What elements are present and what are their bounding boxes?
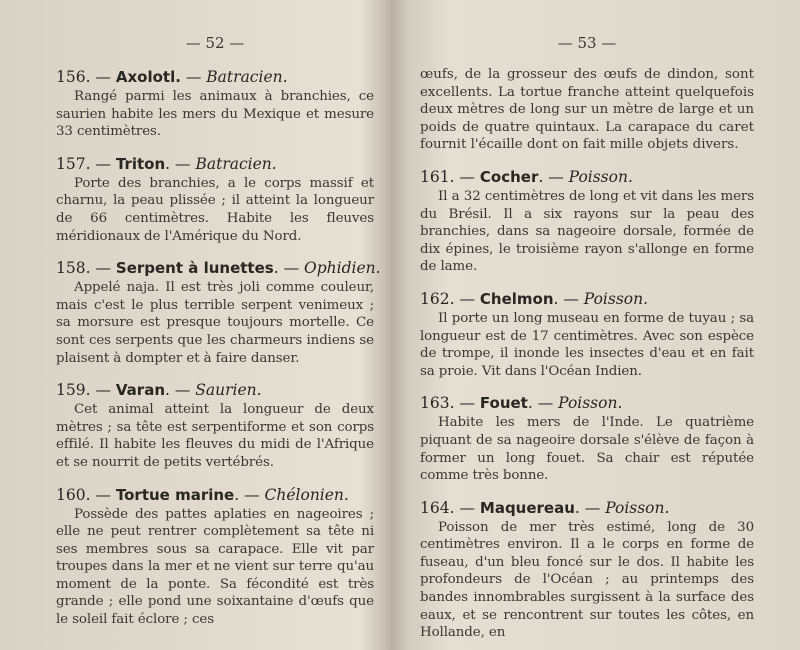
entry-heading [56,379,374,401]
entry-varan [56,379,374,471]
entry-separator: . — [527,394,559,413]
entry-text: Poisson de mer très estimé, long de 30 centimètres environ. Il a le corps en forme de fuseau, d'un bleu foncé sur le dos. Il habite les profondeurs de l'Océan ; au printemps des bandes innombrables surgissent à la surface des eaux, et se rencontrent sur toutes les côtes, en Hollande, en [420,519,754,641]
entry-heading [420,166,754,188]
entry-axolotl [56,66,374,141]
entry-name: Cocher [479,167,539,186]
entry-heading [56,66,374,88]
entry-heading [420,288,754,310]
entry-text: Il a 32 centimètres de long et vit dans les mers du Brésil. Il a six rayons sur la peau des branchies, dans sa nageoire dorsale, formée de dix épines, le troisième rayon s'allonge en forme de lame. [420,188,754,275]
entry-heading [56,153,374,175]
entry-number: 161. — [420,167,475,186]
entry-fouet [420,392,754,484]
entry-text: Habite les mers de l'Inde. Le quatrième piquant de sa nageoire dorsale s'élève de façon à former un long fouet. Sa chair est réputée comme très bonne. [420,415,754,484]
entry-name: Axolotl. [115,68,181,86]
entry-chelmon [420,288,754,380]
entry-name: Serpent à lunettes [115,259,274,278]
entry-name: Fouet [479,394,528,413]
entry-separator: . — [574,498,606,517]
entry-class: Poisson. [583,289,649,308]
entry-serpent-a-lunettes [56,257,381,367]
entry-class: Ophidien. [304,259,381,278]
entry-separator: . — [553,289,584,308]
entry-triton [56,153,374,245]
entry-separator: — [180,68,207,86]
entry-separator: . — [165,154,196,173]
entry-name: Varan [115,381,165,400]
entry-separator: . — [165,381,196,400]
entry-class: Saurien. [195,381,262,400]
entry-class: Poisson. [568,167,633,186]
entry-text: Appelé naja. Il est très joli comme couleur, mais c'est le plus terrible serpent venimeux ; sa morsure est presque toujours mortelle. Ce sont ces serpents que les charmeurs indiens se plaisent à dompter et à faire danser. [56,280,374,366]
entry-text: Cet animal atteint la longueur de deux mètres ; sa tête est serpentiforme et son corps effilé. Il habite les fleuves du midi de l'Afrique et se nourrit de petits vertébrés. [56,402,374,470]
entry-number: 164. — [420,498,475,517]
entry-text: Rangé parmi les animaux à branchies, ce saurien habite les mers du Mexique et mesure 33 centimètres. [56,89,374,140]
left-page [0,0,392,650]
entry-name: Chelmon [479,289,554,308]
entry-text: Il porte un long museau en forme de tuyau ; sa longueur est de 17 centimètres. Avec son espèce de trompe, il inonde les insectes d'eau et en fait sa proie. Vit dans l'Océan Indien. [420,310,754,379]
entry-text: Porte des branchies, a le corps massif et charnu, la peau plissée ; il atteint la longueur de 66 centimètres. Habite les fleuves méridionaux de l'Amérique du Nord. [56,175,374,244]
entry-number: 157. — [56,154,111,173]
entry-name: Tortue marine [115,485,235,504]
continued-text: œufs, de la grosseur des œufs de dindon, sont excellents. La tortue franche atteint quelquefois deux mètres de long sur un mètre de large et un poids de quatre quintaux. La carapace du caret fournit l'écaille dont on fait mille objets divers. [420,67,754,153]
entry-number: 160. — [56,485,111,504]
entry-heading [56,484,374,506]
entry-class: Batracien. [195,154,277,173]
right-page [398,0,800,650]
entry-tortue-marine [56,484,374,629]
entry-cocher [420,166,754,276]
entry-name: Triton [115,154,166,173]
entry-heading [56,257,381,279]
entry-class: Chélonien. [264,485,349,504]
entry-number: 156. — [56,68,111,86]
entry-separator: . — [538,167,569,186]
page-number: — 52 — [185,34,245,52]
entry-separator: . — [273,259,304,278]
entry-number: 163. — [420,394,475,413]
entry-class: Poisson. [605,498,670,517]
entry-class: Batracien. [206,68,288,86]
entry-heading [420,392,754,414]
page-number: — 53 — [557,34,617,52]
entry-number: 158. — [56,259,111,278]
entry-name: Maquereau [479,498,575,517]
entry-class: Poisson. [558,394,623,413]
entry-number: 159. — [56,381,111,400]
entry-separator: . — [234,485,265,504]
entry-maquereau [420,497,754,642]
entry-text: Possède des pattes aplaties en nageoires ; elle ne peut rentrer complètement sa tête ni ses membres sous sa carapace. Elle vit par troupes dans la mer et ne vient sur terre qu'au moment de la ponte. Sa fécondité est très grande ; elle pond une soixantaine d'œufs que le soleil fait éclore ; ces [56,506,374,628]
entry-heading [420,497,754,519]
entry-number: 162. — [420,289,475,308]
